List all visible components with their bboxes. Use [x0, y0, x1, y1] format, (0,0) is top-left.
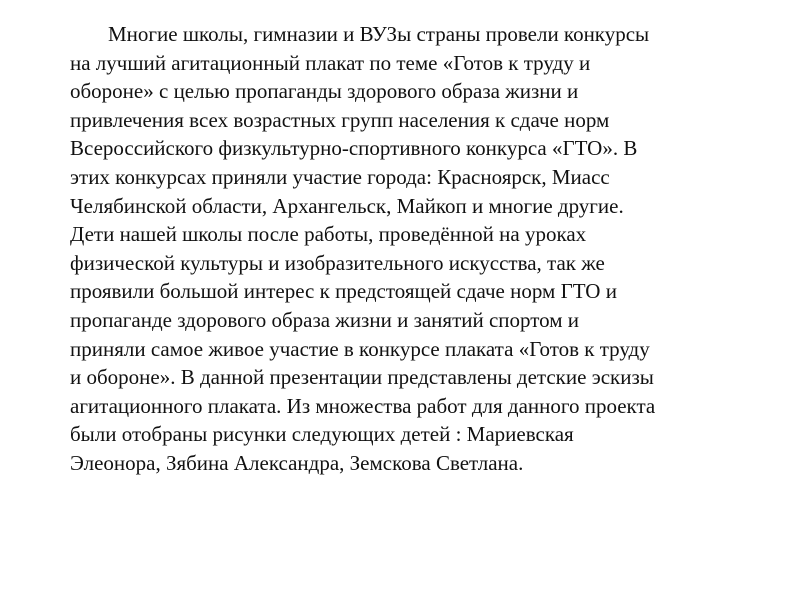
- text-line: физической культуры и изобразительного искусства, так же: [70, 250, 605, 275]
- text-line: агитационного плаката. Из множества работ для данного проекта: [70, 393, 656, 418]
- text-line: Элеонора, Зябина Александра, Земскова Светлана.: [70, 450, 524, 475]
- text-line: проявили большой интерес к предстоящей сдаче норм ГТО и: [70, 279, 617, 304]
- text-line: Всероссийского физкультурно-спортивного конкурса «ГТО». В: [70, 136, 638, 161]
- body-text-box: [70, 20, 750, 478]
- text-line: на лучший агитационный плакат по теме «Готов к труду и: [70, 50, 591, 75]
- text-line: были отобраны рисунки следующих детей : Мариевская: [70, 422, 574, 447]
- text-line: Многие школы, гимназии и ВУЗы страны провели конкурсы: [108, 22, 650, 46]
- text-line: пропаганде здорового образа жизни и занятий спортом и: [70, 307, 580, 332]
- text-line: приняли самое живое участие в конкурсе плаката «Готов к труду: [70, 336, 650, 361]
- text-line: Челябинской области, Архангельск, Майкоп и многие другие.: [70, 193, 624, 218]
- text-line: обороне» с целью пропаганды здорового образа жизни и: [70, 79, 579, 104]
- text-line: привлечения всех возрастных групп населения к сдаче норм: [70, 107, 610, 132]
- text-line: Дети нашей школы после работы, проведённой на уроках: [70, 222, 587, 247]
- text-line: и обороне». В данной презентации представлены детские эскизы: [70, 365, 654, 390]
- text-line: этих конкурсах приняли участие города: Красноярск, Миасс: [70, 164, 610, 189]
